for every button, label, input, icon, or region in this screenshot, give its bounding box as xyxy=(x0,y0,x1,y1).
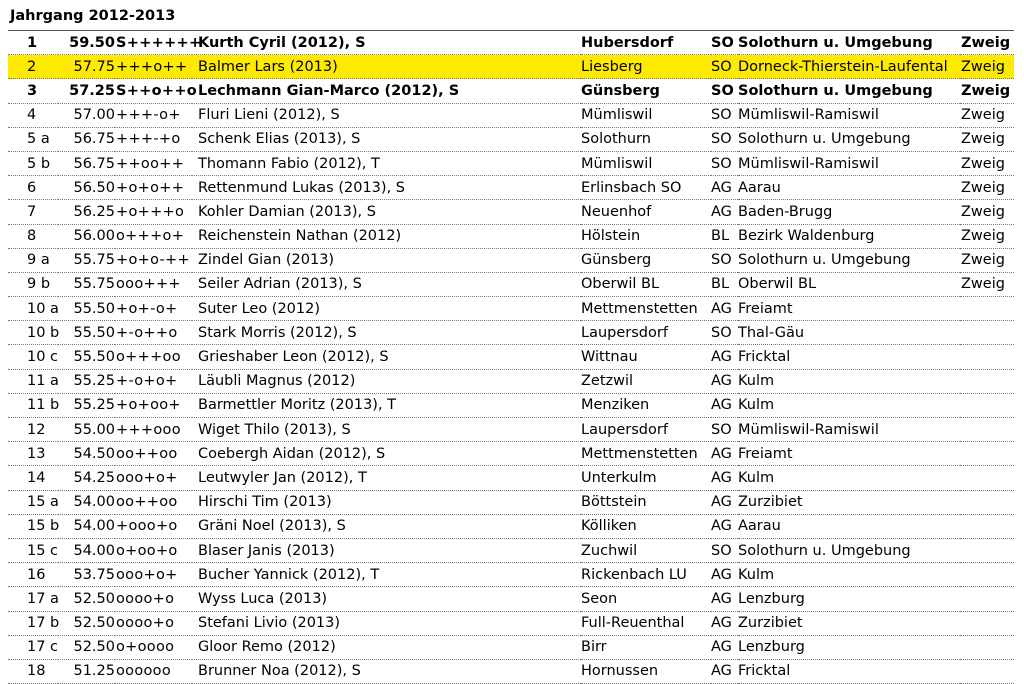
canton-cell: SO xyxy=(711,538,738,562)
canton-cell: SO xyxy=(711,321,738,345)
marks-cell: ooo+o+ xyxy=(115,563,192,587)
club-cell xyxy=(960,611,1014,635)
place-cell: Zetzwil xyxy=(581,369,711,393)
score-cell: 59.50 xyxy=(58,31,115,55)
marks-cell: +-o++o xyxy=(115,321,192,345)
name-cell: Bucher Yannick (2012), T xyxy=(192,563,581,587)
rank-cell: 17 c xyxy=(8,635,58,659)
score-cell: 57.25 xyxy=(58,79,115,103)
marks-cell: oo++oo xyxy=(115,490,192,514)
table-row xyxy=(8,248,1014,272)
region-cell: Bezirk Waldenburg xyxy=(738,224,960,248)
club-cell xyxy=(960,659,1014,683)
marks-cell: o+++oo xyxy=(115,345,192,369)
canton-cell: BL xyxy=(711,272,738,296)
table-row xyxy=(8,297,1014,321)
canton-cell: SO xyxy=(711,103,738,127)
club-cell xyxy=(960,369,1014,393)
canton-cell: SO xyxy=(711,79,738,103)
marks-cell: +o+-o+ xyxy=(115,297,192,321)
name-cell: Grieshaber Leon (2012), S xyxy=(192,345,581,369)
marks-cell: ooo+++ xyxy=(115,272,192,296)
canton-cell: AG xyxy=(711,369,738,393)
name-cell: Kurth Cyril (2012), S xyxy=(192,31,581,55)
name-cell: Wiget Thilo (2013), S xyxy=(192,418,581,442)
club-cell: Zweig xyxy=(960,151,1014,175)
score-cell: 56.75 xyxy=(58,151,115,175)
rank-cell: 10 b xyxy=(8,321,58,345)
page-title: Jahrgang 2012-2013 xyxy=(10,8,176,24)
score-cell: 55.25 xyxy=(58,369,115,393)
canton-cell: AG xyxy=(711,587,738,611)
marks-cell: oo++oo xyxy=(115,442,192,466)
place-cell: Liesberg xyxy=(581,55,711,79)
name-cell: Fluri Lieni (2012), S xyxy=(192,103,581,127)
marks-cell: +++-o+ xyxy=(115,103,192,127)
rank-cell: 17 b xyxy=(8,611,58,635)
table-row xyxy=(8,55,1014,79)
rank-cell: 10 a xyxy=(8,297,58,321)
place-cell: Oberwil BL xyxy=(581,272,711,296)
region-cell: Lenzburg xyxy=(738,587,960,611)
rank-cell: 3 xyxy=(8,79,58,103)
canton-cell: AG xyxy=(711,611,738,635)
club-cell: Zweig xyxy=(960,31,1014,55)
rank-cell: 17 a xyxy=(8,587,58,611)
score-cell: 55.75 xyxy=(58,248,115,272)
marks-cell: +++ooo xyxy=(115,418,192,442)
canton-cell: AG xyxy=(711,200,738,224)
score-cell: 53.75 xyxy=(58,563,115,587)
name-cell: Balmer Lars (2013) xyxy=(192,55,581,79)
score-cell: 55.75 xyxy=(58,272,115,296)
rank-cell: 15 a xyxy=(8,490,58,514)
name-cell: Wyss Luca (2013) xyxy=(192,587,581,611)
region-cell: Zurzibiet xyxy=(738,490,960,514)
rank-cell: 10 c xyxy=(8,345,58,369)
rank-cell: 7 xyxy=(8,200,58,224)
canton-cell: AG xyxy=(711,490,738,514)
place-cell: Kölliken xyxy=(581,514,711,538)
rank-cell: 5 a xyxy=(8,127,58,151)
name-cell: Blaser Janis (2013) xyxy=(192,538,581,562)
score-cell: 55.00 xyxy=(58,418,115,442)
region-cell: Kulm xyxy=(738,563,960,587)
canton-cell: SO xyxy=(711,55,738,79)
region-cell: Solothurn u. Umgebung xyxy=(738,538,960,562)
club-cell: Zweig xyxy=(960,79,1014,103)
table-row xyxy=(8,321,1014,345)
place-cell: Günsberg xyxy=(581,248,711,272)
marks-cell: ++oo++ xyxy=(115,151,192,175)
place-cell: Böttstein xyxy=(581,490,711,514)
rank-cell: 8 xyxy=(8,224,58,248)
name-cell: Suter Leo (2012) xyxy=(192,297,581,321)
canton-cell: AG xyxy=(711,514,738,538)
name-cell: Kohler Damian (2013), S xyxy=(192,200,581,224)
name-cell: Brunner Noa (2012), S xyxy=(192,659,581,683)
table-row xyxy=(8,659,1014,683)
place-cell: Laupersdorf xyxy=(581,321,711,345)
score-cell: 56.75 xyxy=(58,127,115,151)
table-row xyxy=(8,224,1014,248)
region-cell: Solothurn u. Umgebung xyxy=(738,248,960,272)
score-cell: 54.00 xyxy=(58,514,115,538)
marks-cell: oooo+o xyxy=(115,611,192,635)
marks-cell: o+oo+o xyxy=(115,538,192,562)
marks-cell: +o+oo+ xyxy=(115,393,192,417)
table-row xyxy=(8,442,1014,466)
region-cell: Mümliswil-Ramiswil xyxy=(738,151,960,175)
club-cell xyxy=(960,635,1014,659)
canton-cell: AG xyxy=(711,297,738,321)
club-cell xyxy=(960,321,1014,345)
canton-cell: AG xyxy=(711,563,738,587)
rank-cell: 14 xyxy=(8,466,58,490)
score-cell: 54.00 xyxy=(58,538,115,562)
club-cell: Zweig xyxy=(960,127,1014,151)
club-cell xyxy=(960,490,1014,514)
score-cell: 55.50 xyxy=(58,321,115,345)
region-cell: Solothurn u. Umgebung xyxy=(738,79,960,103)
club-cell xyxy=(960,563,1014,587)
rank-cell: 11 a xyxy=(8,369,58,393)
region-cell: Kulm xyxy=(738,369,960,393)
table-row xyxy=(8,587,1014,611)
region-cell: Aarau xyxy=(738,176,960,200)
place-cell: Menziken xyxy=(581,393,711,417)
place-cell: Unterkulm xyxy=(581,466,711,490)
rank-cell: 18 xyxy=(8,659,58,683)
region-cell: Fricktal xyxy=(738,659,960,683)
region-cell: Aarau xyxy=(738,514,960,538)
score-cell: 57.75 xyxy=(58,55,115,79)
place-cell: Mümliswil xyxy=(581,151,711,175)
place-cell: Full-Reuenthal xyxy=(581,611,711,635)
marks-cell: +o+o-++ xyxy=(115,248,192,272)
club-cell: Zweig xyxy=(960,272,1014,296)
club-cell xyxy=(960,393,1014,417)
club-cell: Zweig xyxy=(960,55,1014,79)
name-cell: Stefani Livio (2013) xyxy=(192,611,581,635)
name-cell: Lechmann Gian-Marco (2012), S xyxy=(192,79,581,103)
canton-cell: SO xyxy=(711,127,738,151)
name-cell: Läubli Magnus (2012) xyxy=(192,369,581,393)
canton-cell: AG xyxy=(711,345,738,369)
score-cell: 52.50 xyxy=(58,587,115,611)
marks-cell: +-o+o+ xyxy=(115,369,192,393)
table-row xyxy=(8,635,1014,659)
club-cell xyxy=(960,466,1014,490)
name-cell: Leutwyler Jan (2012), T xyxy=(192,466,581,490)
region-cell: Freiamt xyxy=(738,442,960,466)
name-cell: Gloor Remo (2012) xyxy=(192,635,581,659)
score-cell: 52.50 xyxy=(58,635,115,659)
table-row xyxy=(8,31,1014,55)
name-cell: Schenk Elias (2013), S xyxy=(192,127,581,151)
marks-cell: +++-+o xyxy=(115,127,192,151)
score-cell: 55.25 xyxy=(58,393,115,417)
region-cell: Dorneck-Thierstein-Laufental xyxy=(738,55,960,79)
name-cell: Stark Morris (2012), S xyxy=(192,321,581,345)
club-cell xyxy=(960,345,1014,369)
marks-cell: o+oooo xyxy=(115,635,192,659)
name-cell: Barmettler Moritz (2013), T xyxy=(192,393,581,417)
canton-cell: SO xyxy=(711,151,738,175)
club-cell xyxy=(960,587,1014,611)
table-row xyxy=(8,176,1014,200)
club-cell: Zweig xyxy=(960,200,1014,224)
club-cell: Zweig xyxy=(960,248,1014,272)
rank-cell: 15 b xyxy=(8,514,58,538)
club-cell xyxy=(960,514,1014,538)
name-cell: Gräni Noel (2013), S xyxy=(192,514,581,538)
canton-cell: AG xyxy=(711,442,738,466)
region-cell: Lenzburg xyxy=(738,635,960,659)
table-row xyxy=(8,538,1014,562)
canton-cell: SO xyxy=(711,418,738,442)
marks-cell: +++o++ xyxy=(115,55,192,79)
place-cell: Hölstein xyxy=(581,224,711,248)
rank-cell: 9 b xyxy=(8,272,58,296)
score-cell: 54.00 xyxy=(58,490,115,514)
canton-cell: AG xyxy=(711,466,738,490)
marks-cell: oooooo xyxy=(115,659,192,683)
marks-cell: S++++++ xyxy=(115,31,192,55)
canton-cell: SO xyxy=(711,31,738,55)
marks-cell: o+++o+ xyxy=(115,224,192,248)
place-cell: Seon xyxy=(581,587,711,611)
table-row xyxy=(8,151,1014,175)
score-cell: 56.00 xyxy=(58,224,115,248)
table-row xyxy=(8,418,1014,442)
rank-cell: 1 xyxy=(8,31,58,55)
canton-cell: AG xyxy=(711,659,738,683)
place-cell: Erlinsbach SO xyxy=(581,176,711,200)
name-cell: Reichenstein Nathan (2012) xyxy=(192,224,581,248)
table-row xyxy=(8,563,1014,587)
canton-cell: AG xyxy=(711,176,738,200)
place-cell: Hornussen xyxy=(581,659,711,683)
region-cell: Kulm xyxy=(738,393,960,417)
score-cell: 51.25 xyxy=(58,659,115,683)
score-cell: 52.50 xyxy=(58,611,115,635)
marks-cell: oooo+o xyxy=(115,587,192,611)
place-cell: Mettmenstetten xyxy=(581,297,711,321)
rank-cell: 16 xyxy=(8,563,58,587)
rank-cell: 2 xyxy=(8,55,58,79)
score-cell: 56.25 xyxy=(58,200,115,224)
canton-cell: AG xyxy=(711,393,738,417)
region-cell: Freiamt xyxy=(738,297,960,321)
table-row xyxy=(8,345,1014,369)
place-cell: Wittnau xyxy=(581,345,711,369)
place-cell: Hubersdorf xyxy=(581,31,711,55)
place-cell: Mettmenstetten xyxy=(581,442,711,466)
table-row xyxy=(8,200,1014,224)
place-cell: Zuchwil xyxy=(581,538,711,562)
score-cell: 54.50 xyxy=(58,442,115,466)
club-cell xyxy=(960,418,1014,442)
canton-cell: BL xyxy=(711,224,738,248)
name-cell: Seiler Adrian (2013), S xyxy=(192,272,581,296)
score-cell: 54.25 xyxy=(58,466,115,490)
club-cell xyxy=(960,538,1014,562)
place-cell: Neuenhof xyxy=(581,200,711,224)
marks-cell: +o+o++ xyxy=(115,176,192,200)
table-row xyxy=(8,611,1014,635)
score-cell: 57.00 xyxy=(58,103,115,127)
score-cell: 55.50 xyxy=(58,345,115,369)
name-cell: Hirschi Tim (2013) xyxy=(192,490,581,514)
region-cell: Thal-Gäu xyxy=(738,321,960,345)
place-cell: Solothurn xyxy=(581,127,711,151)
table-row xyxy=(8,127,1014,151)
rank-cell: 11 b xyxy=(8,393,58,417)
region-cell: Mümliswil-Ramiswil xyxy=(738,103,960,127)
rank-cell: 12 xyxy=(8,418,58,442)
marks-cell: +ooo+o xyxy=(115,514,192,538)
region-cell: Baden-Brugg xyxy=(738,200,960,224)
table-row xyxy=(8,514,1014,538)
table-row xyxy=(8,466,1014,490)
rank-cell: 6 xyxy=(8,176,58,200)
region-cell: Oberwil BL xyxy=(738,272,960,296)
region-cell: Zurzibiet xyxy=(738,611,960,635)
table-row xyxy=(8,393,1014,417)
name-cell: Rettenmund Lukas (2013), S xyxy=(192,176,581,200)
results-table-body xyxy=(8,31,1014,684)
table-row xyxy=(8,103,1014,127)
table-row xyxy=(8,79,1014,103)
marks-cell: ooo+o+ xyxy=(115,466,192,490)
name-cell: Zindel Gian (2013) xyxy=(192,248,581,272)
marks-cell: +o+++o xyxy=(115,200,192,224)
place-cell: Günsberg xyxy=(581,79,711,103)
rank-cell: 13 xyxy=(8,442,58,466)
table-row xyxy=(8,272,1014,296)
place-cell: Mümliswil xyxy=(581,103,711,127)
score-cell: 55.50 xyxy=(58,297,115,321)
name-cell: Coebergh Aidan (2012), S xyxy=(192,442,581,466)
score-cell: 56.50 xyxy=(58,176,115,200)
rank-cell: 5 b xyxy=(8,151,58,175)
region-cell: Fricktal xyxy=(738,345,960,369)
place-cell: Birr xyxy=(581,635,711,659)
club-cell: Zweig xyxy=(960,176,1014,200)
marks-cell: S++o++o xyxy=(115,79,192,103)
canton-cell: AG xyxy=(711,635,738,659)
place-cell: Rickenbach LU xyxy=(581,563,711,587)
region-cell: Mümliswil-Ramiswil xyxy=(738,418,960,442)
name-cell: Thomann Fabio (2012), T xyxy=(192,151,581,175)
club-cell: Zweig xyxy=(960,224,1014,248)
results-table xyxy=(8,30,1014,684)
club-cell xyxy=(960,442,1014,466)
rank-cell: 4 xyxy=(8,103,58,127)
club-cell: Zweig xyxy=(960,103,1014,127)
rank-cell: 15 c xyxy=(8,538,58,562)
club-cell xyxy=(960,297,1014,321)
region-cell: Kulm xyxy=(738,466,960,490)
table-row xyxy=(8,369,1014,393)
region-cell: Solothurn u. Umgebung xyxy=(738,127,960,151)
region-cell: Solothurn u. Umgebung xyxy=(738,31,960,55)
table-row xyxy=(8,490,1014,514)
place-cell: Laupersdorf xyxy=(581,418,711,442)
rank-cell: 9 a xyxy=(8,248,58,272)
canton-cell: SO xyxy=(711,248,738,272)
